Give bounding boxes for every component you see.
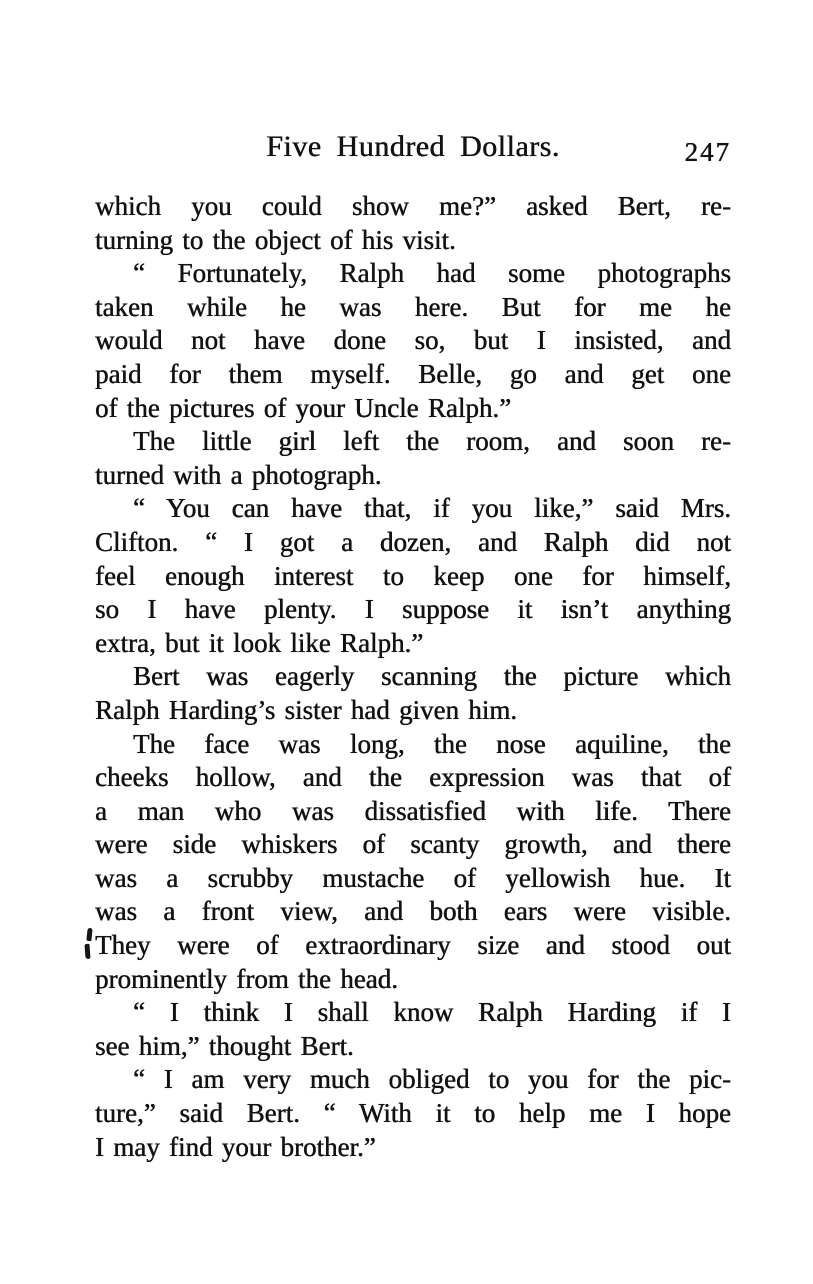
text-line: I may find your brother.”: [95, 1131, 376, 1162]
text-line: feel enough interest to keep one for himself,: [95, 560, 731, 591]
page-header-title: Five Hundred Dollars.: [266, 130, 560, 163]
text-line: extra, but it look like Ralph.”: [95, 627, 424, 658]
text-line: Ralph Harding’s sister had given him.: [95, 694, 517, 725]
text-line: see him,” thought Bert.: [95, 1030, 354, 1061]
text-line: “ I think I shall know Ralph Harding if I: [133, 997, 731, 1028]
text-line: “ You can have that, if you like,” said Mrs.: [133, 493, 731, 524]
text-line: The little girl left the room, and soon re-: [133, 426, 731, 457]
text-line: Clifton. “ I got a dozen, and Ralph did not: [95, 526, 731, 557]
text-line: were side whiskers of scanty growth, and there: [95, 829, 731, 860]
page-number: 247: [684, 137, 731, 167]
text-line: prominently from the head.: [95, 963, 398, 994]
text-line: turning to the object of his visit.: [95, 224, 456, 255]
page-lines: [95, 190, 731, 1164]
text-line: taken while he was here. But for me he: [95, 291, 731, 322]
text-line: cheeks hollow, and the expression was that of: [95, 762, 731, 793]
text-line: of the pictures of your Uncle Ralph.”: [95, 392, 512, 423]
text-line: would not have done so, but I insisted, and: [95, 325, 731, 356]
text-line: Bert was eagerly scanning the picture which: [133, 661, 731, 692]
text-line: a man who was dissatisfied with life. There: [95, 795, 731, 826]
text-line: was a scrubby mustache of yellowish hue. It: [95, 862, 731, 893]
text-line: which you could show me?” asked Bert, re-: [95, 191, 731, 221]
text-line: “ Fortunately, Ralph had some photographs: [133, 258, 731, 289]
text-line: turned with a photograph.: [95, 459, 382, 490]
text-line: The face was long, the nose aquiline, the: [133, 728, 731, 759]
text-line: They were of extraordinary size and stood out: [95, 930, 731, 961]
text-line: ture,” said Bert. “ With it to help me I hope: [95, 1098, 731, 1129]
text-line: “ I am very much obliged to you for the pic-: [133, 1064, 731, 1095]
text-line: was a front view, and both ears were visible.: [95, 896, 731, 927]
text-line: paid for them myself. Belle, go and get one: [95, 358, 731, 389]
running-header: [95, 128, 731, 168]
text-line: so I have plenty. I suppose it isn’t anything: [95, 594, 731, 625]
ink-mark-artifact: [84, 928, 94, 962]
